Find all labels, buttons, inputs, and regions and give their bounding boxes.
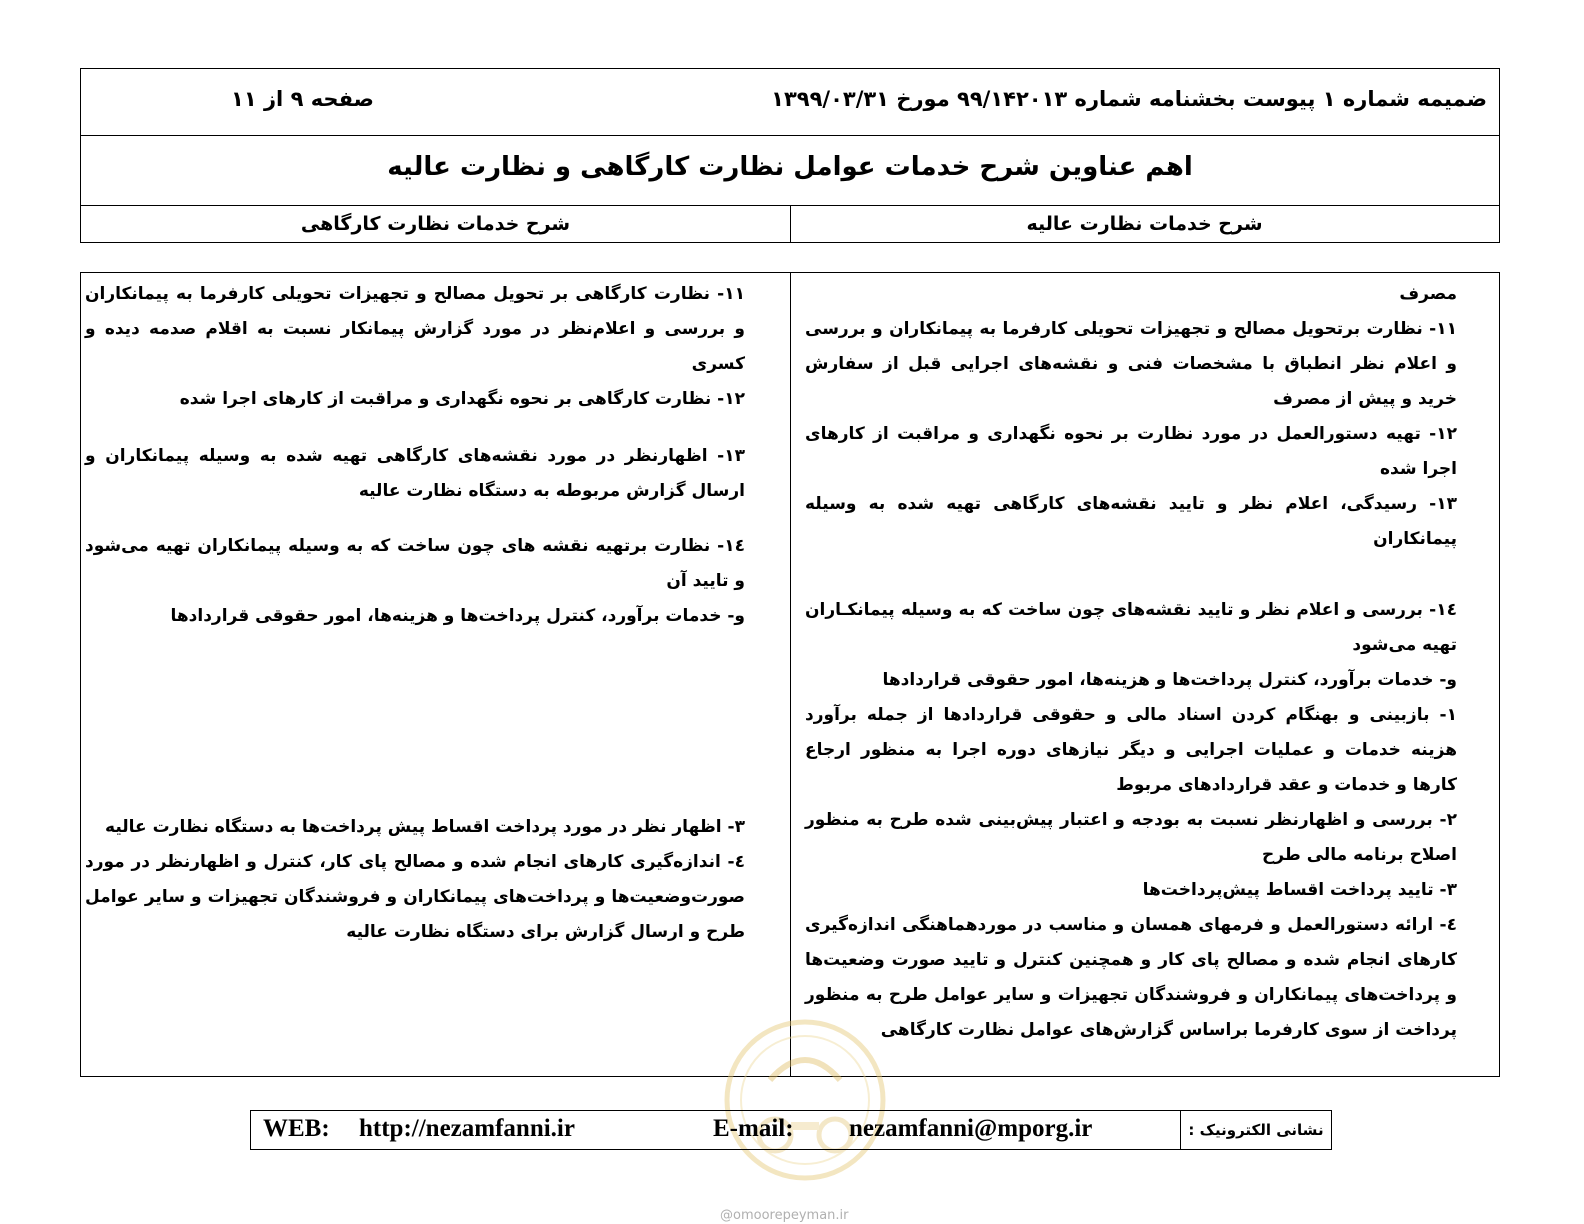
item-text: مصرف xyxy=(1399,284,1457,304)
item-2: ۲- بررسی و اظهارنظر نسبت به بودجه و اعتبار پیش‌بینی شده طرح به منظور اصلاح برنامه مالی طرح xyxy=(805,810,1457,865)
site-supervision-column xyxy=(85,277,745,950)
item-13: ۱۳- اظهارنظر در مورد نقشه‌های کارگاهی تهیه شده به وسیله پیمانکاران و ارسال گزارش مربوطه به دستگاه نظارت عالیه xyxy=(85,446,745,501)
high-supervision-column xyxy=(805,277,1457,1048)
email-label: E-mail: xyxy=(713,1115,794,1142)
column-headers-row xyxy=(81,206,1499,243)
item-14: ۱٤- بررسی و اعلام نظر و تایید نقشه‌های چون ساخت که به وسیله پیمانکـاران تهیه می‌شود xyxy=(805,600,1457,655)
item-3: ۳- اظهار نظر در مورد پرداخت اقساط پیش پرداخت‌ها به دستگاه نظارت عالیه xyxy=(105,817,745,837)
item-4: ٤- ارائه دستورالعمل و فرمهای همسان و مناسب در موردهماهنگی اندازه‌گیری کارهای انجام شده و مصالح پای کار و همچنین کنترل و تایید صورت وضعیت‌ها و پرداخت‌های پیمانکاران و فروشندگان تجهیزات و سایر عوامل طرح به منظور پرداخت از سوی کارفرما براساس گزارش‌های عوامل نظارت کارگاهی xyxy=(805,915,1457,1040)
watermark-url: @omoorepeyman.ir xyxy=(720,1208,849,1223)
contact-label: نشانی الکترونیک : xyxy=(1180,1111,1331,1149)
page-title: اهم عناوین شرح خدمات عوامل نظارت کارگاهی و نظارت عالیه xyxy=(387,152,1193,182)
item-14: ۱٤- نظارت برتهیه نقشه های چون ساخت که به وسیله پیمانکاران تهیه می‌شود و تایید آن xyxy=(85,536,745,591)
item-4: ٤- اندازه‌گیری کارهای انجام شده و مصالح پای کار، کنترل و اظهارنظر در مورد صورت‌وضعیت‌ها و پرداخت‌های پیمانکاران و فروشندگان تجهیزات و سایر عوامل طرح و ارسال گزارش برای دستگاه نظارت عالیه xyxy=(85,852,745,942)
services-table xyxy=(80,272,1500,1077)
item-3: ۳- تایید پرداخت اقساط پیش‌پرداخت‌ها xyxy=(1142,880,1457,900)
header-title-row xyxy=(81,136,1499,206)
header-reference-row xyxy=(81,69,1499,136)
watermark-logo xyxy=(715,1000,895,1200)
column-header-high-supervision: شرح خدمات نظارت عالیه xyxy=(1026,213,1263,235)
contact-box xyxy=(250,1110,1332,1150)
item-12: ۱۲- تهیه دستورالعمل در مورد نظارت بر نحوه نگهداری و مراقبت از کارهای اجرا شده xyxy=(805,424,1457,479)
item-13: ۱۳- رسیدگی، اعلام نظر و تایید نقشه‌های کارگاهی تهیه شده به وسیله پیمانکاران xyxy=(805,494,1457,549)
page-number: صفحه ۹ از ۱۱ xyxy=(231,87,374,111)
column-divider xyxy=(790,273,791,1076)
watermark-seal-icon xyxy=(715,1000,895,1200)
column-header-site-supervision: شرح خدمات نظارت کارگاهی xyxy=(81,206,791,242)
website-link[interactable]: http://nezamfanni.ir xyxy=(359,1115,575,1142)
section-v-heading: و- خدمات برآورد، کنترل پرداخت‌ها و هزینه‌ها، امور حقوقی قراردادها xyxy=(882,670,1457,690)
section-v-heading: و- خدمات برآورد، کنترل پرداخت‌ها و هزینه‌ها، امور حقوقی قراردادها xyxy=(170,606,745,626)
item-11: ۱۱- نظارت کارگاهی بر تحویل مصالح و تجهیزات تحویلی کارفرما به پیمانکاران و بررسی و اعلام‌نظر در مورد گزارش پیمانکار نسبت به اقلام صدمه دیده و کسری xyxy=(85,284,745,374)
email-link[interactable]: nezamfanni@mporg.ir xyxy=(849,1115,1093,1142)
item-1: ۱- بازبینی و بهنگام کردن اسناد مالی و حقوقی قراردادها از جمله برآورد هزینه خدمات و عملیات اجرایی و دیگر نیازهای دوره اجرا به منظور ارجاع کارها و خدمات و عقد قراردادهای مربوط xyxy=(805,705,1457,795)
item-12: ۱۲- نظارت کارگاهی بر نحوه نگهداری و مراقبت از کارهای اجرا شده xyxy=(179,389,745,409)
header-table xyxy=(80,68,1500,243)
item-11: ۱۱- نظارت برتحویل مصالح و تجهیزات تحویلی کارفرما به پیمانکاران و بررسی و اعلام نظر انطباق با مشخصات فنی و نقشه‌های اجرایی قبل از سفارش خرید و پیش از مصرف xyxy=(805,319,1457,409)
web-label: WEB: xyxy=(263,1115,330,1142)
circular-reference: ضمیمه شماره ۱ پیوست بخشنامه شماره ۹۹/۱۴۲۰۱۳ مورخ ۱۳۹۹/۰۳/۳۱ xyxy=(771,87,1487,111)
